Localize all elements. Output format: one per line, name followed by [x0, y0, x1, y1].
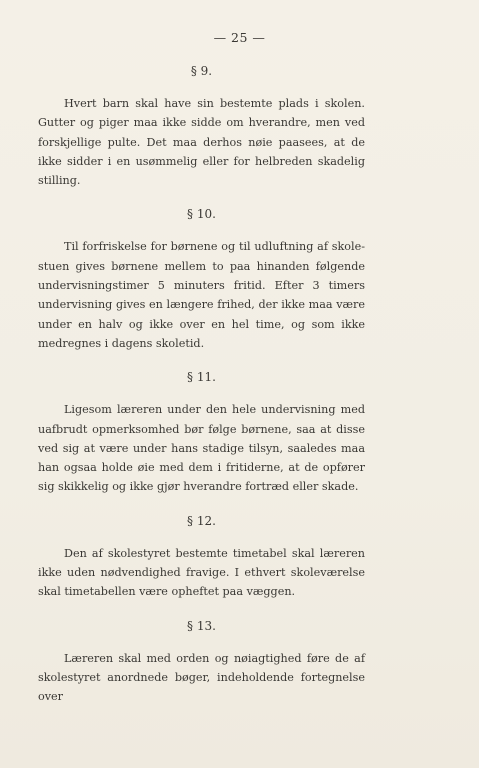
- section-12: [38, 512, 365, 617]
- section-heading: § 11.: [187, 370, 216, 385]
- section-11: [38, 368, 365, 511]
- section-heading: § 12.: [187, 513, 216, 528]
- section-heading: § 10.: [187, 207, 216, 222]
- section-heading: § 13.: [187, 618, 216, 633]
- section-13: [38, 617, 365, 707]
- section-10: [38, 205, 365, 368]
- section-text: Hvert barn skal have sin bestemte plads i skolen. Gutter og piger maa ikke sidde om hverandre, men ved forskjellige pulte. Det maa derhos nøie paasees, at de ikke sidder i en usømmelig eller for helbreden skadelig stilling.: [38, 97, 365, 188]
- section-text: Læreren skal med orden og nøiagtighed føre de af skolestyret anordnede bøger, indeholdende fortegnelse over: [38, 651, 365, 704]
- section-9: [38, 62, 365, 205]
- section-text: Ligesom læreren under den hele undervisning med uafbrudt opmerksomhed bør følge børnene, saa at disse ved sig at være under hans stadige tilsyn, saaledes maa han ogsaa holde øie med dem i fritiderne, at de opfører sig skikkelig og ikke gjør hverandre fortræd eller skade.: [38, 403, 365, 494]
- section-heading: § 9.: [190, 64, 213, 78]
- page-content: [38, 62, 365, 707]
- section-text: Til forfriskelse for børnene og til udluftning af skolestuen gives børnene mellem to paa hinanden følgende undervisningstimer 5 minuters fritid. Efter 3 timers undervisning gives en længere frihed, der ikke maa være under en halv og ikke over en hel time, og som ikke medregnes i dagens skoletid.: [38, 240, 365, 350]
- page-number: — 25 —: [213, 30, 266, 45]
- section-text: Den af skolestyret bestemte timetabel skal læreren ikke uden nødvendighed fravige. I ethvert skoleværelse skal timetabellen være opheftet paa væggen.: [38, 546, 365, 599]
